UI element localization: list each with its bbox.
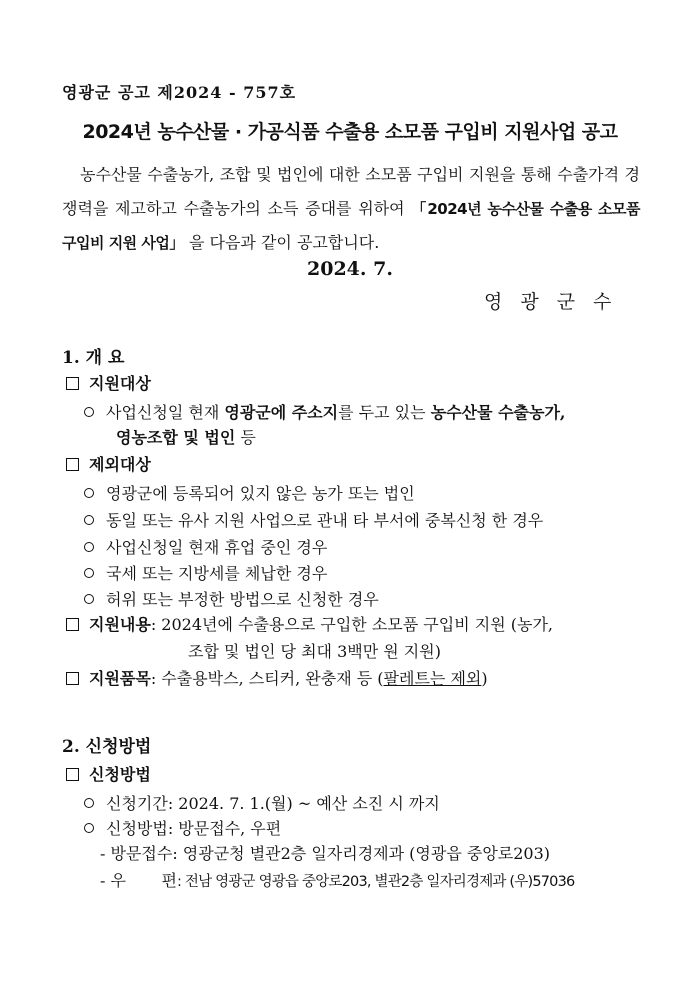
close-paren: ): [481, 669, 488, 688]
exclusion-item: [84, 481, 415, 504]
circle-bullet-icon: [84, 515, 94, 525]
circle-bullet-icon: [84, 542, 94, 552]
square-bullet-icon: [66, 458, 79, 471]
square-bullet-icon: [66, 768, 79, 781]
detail-text: : 전남 영광군 영광읍 중앙로203, 별관2층 일자리경제과 (우)57036: [177, 874, 575, 890]
support-content-text: : 2024년에 수출용으로 구입한 소모품 구입비 지원 (농가,: [150, 615, 553, 634]
support-target-continuation: [116, 425, 256, 448]
circle-bullet-icon: [84, 407, 94, 417]
section-1-heading: 1. 개 요: [62, 348, 125, 368]
mail-submission-detail: [100, 868, 574, 891]
pallet-excluded-note: 팔레트는 제외: [383, 669, 482, 688]
support-items-label: 지원품목: [89, 669, 151, 688]
application-period: 신청기간: 2024. 7. 1.(월) ~ 예산 소진 시 까지: [106, 794, 440, 813]
notice-number: 영광군 공고 제2024 - 757호: [62, 83, 297, 102]
support-target-heading: [66, 371, 151, 394]
text-part: 등: [235, 428, 256, 447]
detail-text: : 영광군청 별관2층 일자리경제과 (영광읍 중앙로203): [172, 844, 551, 863]
application-label: 신청방법: [89, 765, 151, 784]
support-items-text: : 수출용박스, 스티커, 완충재 등 (: [150, 669, 384, 688]
exclusions-label: 제외대상: [89, 455, 151, 474]
exclusion-text: 사업신청일 현재 휴업 중인 경우: [106, 538, 328, 557]
document-title: 2024년 농수산물 · 가공식품 수출용 소모품 구입비 지원사업 공고: [82, 121, 618, 143]
support-target-item: [84, 400, 565, 423]
text-part-bold: 영농조합 및 법인: [116, 428, 236, 447]
detail-label: - 우 편: [100, 871, 178, 890]
text-part-bold: 농수산물 수출농가,: [430, 403, 566, 422]
square-bullet-icon: [66, 618, 79, 631]
support-content: [66, 612, 553, 635]
visit-submission-detail: [100, 841, 550, 864]
exclusions-heading: [66, 452, 151, 475]
circle-bullet-icon: [84, 798, 94, 808]
square-bullet-icon: [66, 672, 79, 685]
text-part: 를 두고 있는: [338, 403, 431, 422]
exclusion-item: [84, 535, 327, 558]
circle-bullet-icon: [84, 594, 94, 604]
square-bullet-icon: [66, 377, 79, 390]
text-part-bold: 영광군에 주소지: [224, 403, 339, 422]
support-content-continuation: 조합 및 법인 당 최대 3백만 원 지원): [188, 642, 441, 661]
text-part: 사업신청일 현재: [106, 403, 225, 422]
circle-bullet-icon: [84, 488, 94, 498]
intro-text-before: 농수산물 수출농가, 조합 및 법인에 대한 소모품 구입비 지원을 통해 수출가격 경쟁력을 제고하고 수출농가의 소득 증대를 위하여: [62, 165, 640, 218]
application-method: 신청방법: 방문접수, 우편: [106, 819, 282, 838]
support-content-label: 지원내용: [89, 615, 151, 634]
detail-label: - 방문접수: [100, 844, 173, 863]
exclusion-item: [84, 587, 379, 610]
intro-text-after: 을 다음과 같이 공고합니다.: [183, 233, 380, 252]
signer: 영광군수: [484, 291, 630, 313]
exclusion-text: 영광군에 등록되어 있지 않은 농가 또는 법인: [106, 484, 415, 503]
application-heading: [66, 762, 151, 785]
support-target-label: 지원대상: [89, 374, 151, 393]
support-items: [66, 666, 488, 689]
application-item: [84, 816, 281, 839]
exclusion-item: [84, 508, 543, 531]
exclusion-text: 동일 또는 유사 지원 사업으로 관내 타 부서에 중복신청 한 경우: [106, 511, 544, 530]
exclusion-item: [84, 561, 327, 584]
circle-bullet-icon: [84, 568, 94, 578]
announcement-date: 2024. 7.: [307, 258, 393, 280]
program-name: 「2024년 농수산물 수출용 소모품 구입비 지원 사업」: [62, 200, 640, 252]
section-2-heading: 2. 신청방법: [62, 737, 152, 757]
circle-bullet-icon: [84, 823, 94, 833]
intro-paragraph: [62, 158, 640, 260]
exclusion-text: 국세 또는 지방세를 체납한 경우: [106, 564, 328, 583]
exclusion-text: 허위 또는 부정한 방법으로 신청한 경우: [106, 590, 379, 609]
application-item: [84, 791, 440, 814]
